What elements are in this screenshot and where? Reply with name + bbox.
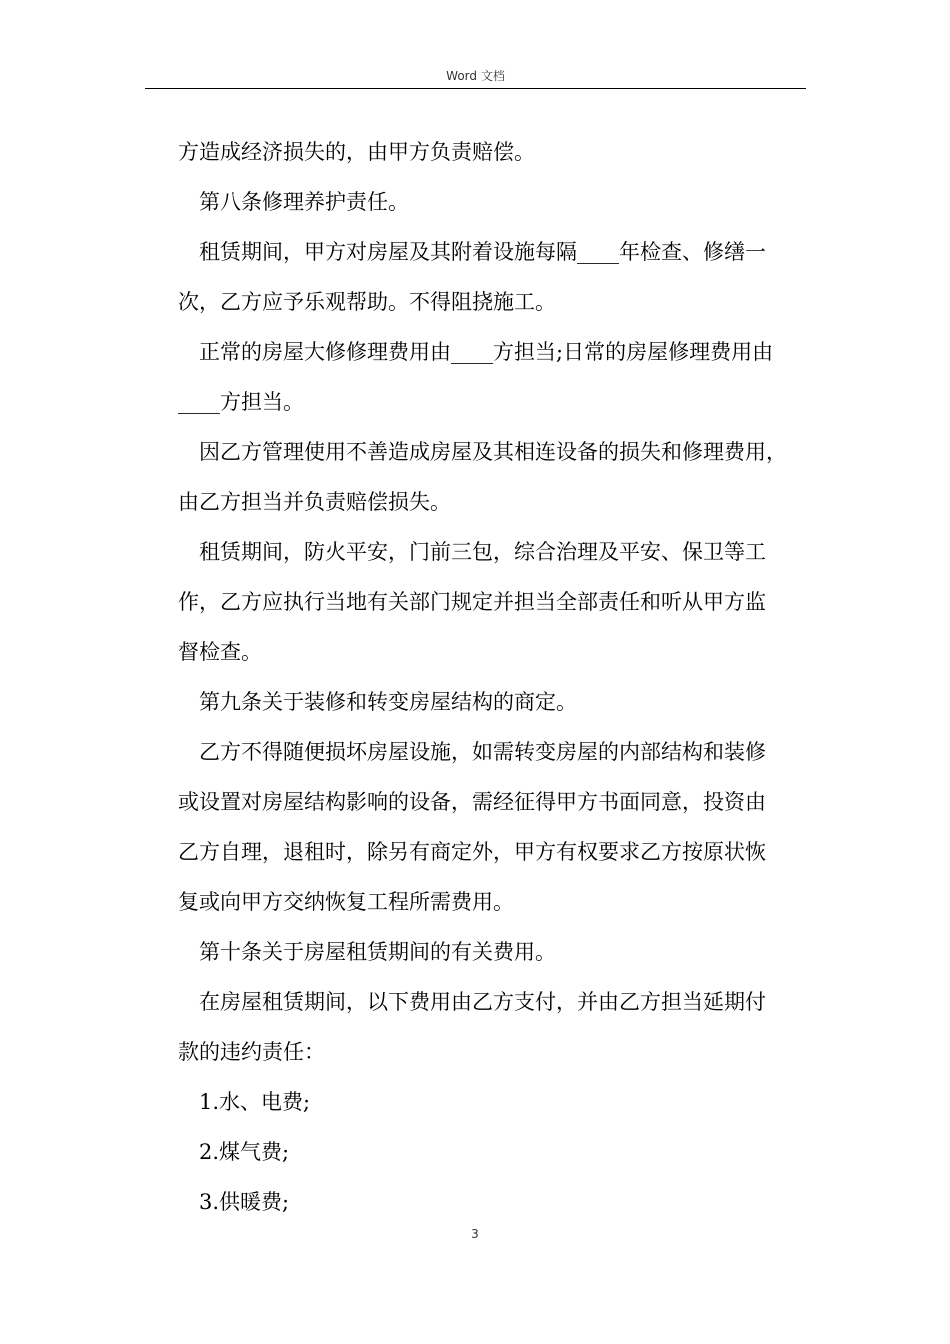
text-line: 在房屋租赁期间，以下费用由乙方支付，并由乙方担当延期付 xyxy=(199,990,766,1014)
text-line: 款的违约责任： xyxy=(178,1040,325,1064)
text-line: 次，乙方应予乐观帮助。不得阻挠施工。 xyxy=(178,290,556,314)
article-heading: 第十条关于房屋租赁期间的有关费用。 xyxy=(199,940,556,964)
text-line: 督检查。 xyxy=(178,640,262,664)
text-line: 正常的房屋大修修理费用由____方担当;日常的房屋修理费用由 xyxy=(199,340,774,364)
text-line: 因乙方管理使用不善造成房屋及其相连设备的损失和修理费用， xyxy=(199,440,787,464)
text-line: 作，乙方应执行当地有关部门规定并担当全部责任和听从甲方监 xyxy=(178,590,766,614)
list-item: 1.水、电费; xyxy=(199,1090,311,1114)
article-heading: 第九条关于装修和转变房屋结构的商定。 xyxy=(199,690,577,714)
text-line: 乙方不得随便损坏房屋设施，如需转变房屋的内部结构和装修 xyxy=(199,740,766,764)
list-item: 3.供暖费; xyxy=(199,1190,290,1214)
page-header: Word 文档 xyxy=(145,66,806,89)
text-line: 乙方自理，退租时，除另有商定外，甲方有权要求乙方按原状恢 xyxy=(178,840,766,864)
text-line: ____方担当。 xyxy=(178,390,304,414)
text-line: 由乙方担当并负责赔偿损失。 xyxy=(178,490,451,514)
text-line: 或设置对房屋结构影响的设备，需经征得甲方书面同意，投资由 xyxy=(178,790,766,814)
page-number: 3 xyxy=(471,1227,479,1241)
text-line: 方造成经济损失的，由甲方负责赔偿。 xyxy=(178,140,535,164)
article-heading: 第八条修理养护责任。 xyxy=(199,190,409,214)
list-item: 2.煤气费; xyxy=(199,1140,290,1164)
text-line: 租赁期间，防火平安，门前三包，综合治理及平安、保卫等工 xyxy=(199,540,766,564)
text-line: 复或向甲方交纳恢复工程所需费用。 xyxy=(178,890,514,914)
text-line: 租赁期间，甲方对房屋及其附着设施每隔____年检查、修缮一 xyxy=(199,240,766,264)
document-body xyxy=(178,127,810,1227)
